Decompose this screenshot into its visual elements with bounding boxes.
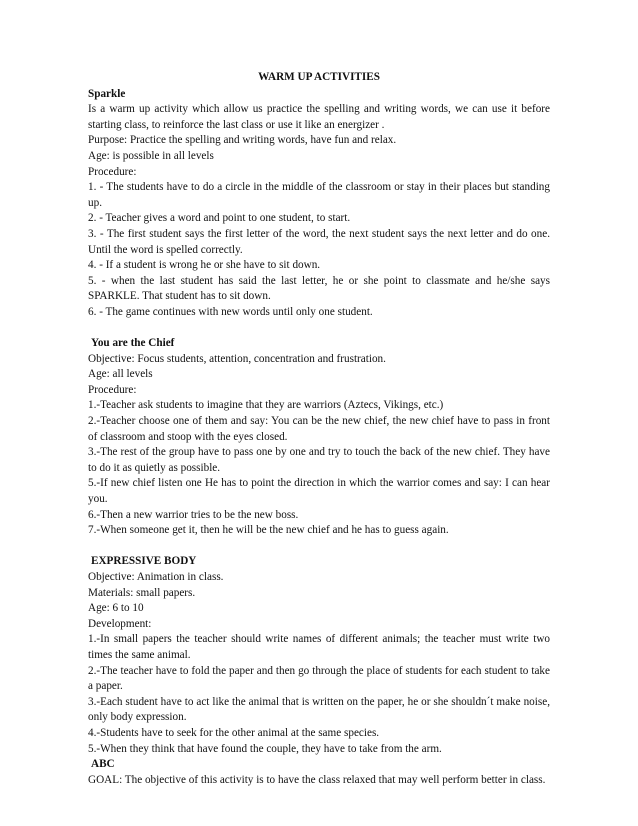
paragraph-line: 5.-If new chief listen one He has to point the direction in which the warrior comes and say: I can hear you.: [88, 477, 550, 506]
paragraph-line: Development:: [88, 617, 152, 630]
paragraph-line: 2.-The teacher have to fold the paper and then go through the place of students for each student to take a paper.: [88, 664, 550, 693]
section-heading: ABC: [91, 758, 115, 771]
paragraph-line: Objective: Animation in class.: [88, 571, 224, 583]
paragraph-line: 3. - The first student says the first letter of the word, the next student says the next letter and do one. Until the word is spelled correctly.: [88, 227, 550, 256]
paragraph-line: 2.-Teacher choose one of them and say: You can be the new chief, the new chief have to pass in front of classroom and stoop with the eyes closed.: [88, 415, 550, 443]
paragraph-line: 2. - Teacher gives a word and point to one student, to start.: [88, 212, 351, 225]
paragraph-line: Objective: Focus students, attention, concentration and frustration.: [88, 352, 386, 365]
paragraph-line: Procedure:: [88, 383, 137, 396]
paragraph-line: Purpose: Practice the spelling and writing words, have fun and relax.: [88, 134, 397, 147]
paragraph-line: 1.-In small papers the teacher should write names of different animals; the teacher must write two times the same animal.: [88, 633, 550, 661]
paragraph-line: Age: 6 to 10: [88, 602, 144, 615]
section-expressive-body: [88, 554, 550, 757]
paragraph-line: 4. - If a student is wrong he or she have to sit down.: [88, 259, 321, 272]
paragraph-line: Materials: small papers.: [88, 586, 196, 599]
paragraph-line: GOAL: The objective of this activity is to have the class relaxed that may well perform better in class.: [88, 773, 546, 786]
section-you-are-the-chief: [88, 336, 550, 539]
document-title: WARM UP ACTIVITIES: [258, 71, 380, 83]
paragraph-line: Procedure:: [88, 165, 137, 178]
paragraph-line: 7.-When someone get it, then he will be the new chief and he has to guess again.: [88, 524, 449, 537]
paragraph-line: 6. - The game continues with new words until only one student.: [88, 305, 373, 318]
paragraph-line: 1. - The students have to do a circle in the middle of the classroom or stay in their places but standing up.: [88, 181, 550, 209]
section-heading: Sparkle: [88, 87, 126, 100]
paragraph-line: Is a warm up activity which allow us practice the spelling and writing words, we can use it before starting class, to reinforce the last class or use it like an energizer .: [88, 103, 550, 131]
section-heading: You are the Chief: [91, 337, 175, 350]
document-page: [88, 70, 550, 788]
paragraph-line: 6.-Then a new warrior tries to be the new boss.: [88, 508, 299, 521]
paragraph-line: 3.-The rest of the group have to pass one by one and try to touch the back of the new chief. They have to do it as quietly as possible.: [88, 446, 550, 474]
paragraph-line: 3.-Each student have to act like the animal that is written on the paper, he or she shouldn´t make noise, only body expression.: [88, 695, 550, 724]
paragraph-line: 1.-Teacher ask students to imagine that they are warriors (Aztecs, Vikings, etc.): [88, 399, 444, 412]
paragraph-line: Age: is possible in all levels: [88, 149, 214, 162]
section-sparkle: [88, 87, 550, 321]
section-heading: EXPRESSIVE BODY: [91, 555, 197, 568]
paragraph-line: 5.-When they think that have found the couple, they have to take from the arm.: [88, 742, 442, 755]
paragraph-line: 5. - when the last student has said the last letter, he or she point to classmate and he/she says SPARKLE. That student has to sit down.: [88, 274, 550, 303]
paragraph-line: Age: all levels: [88, 368, 153, 381]
section-abc: [88, 757, 550, 788]
paragraph-line: 4.-Students have to seek for the other animal at the same species.: [88, 726, 380, 739]
